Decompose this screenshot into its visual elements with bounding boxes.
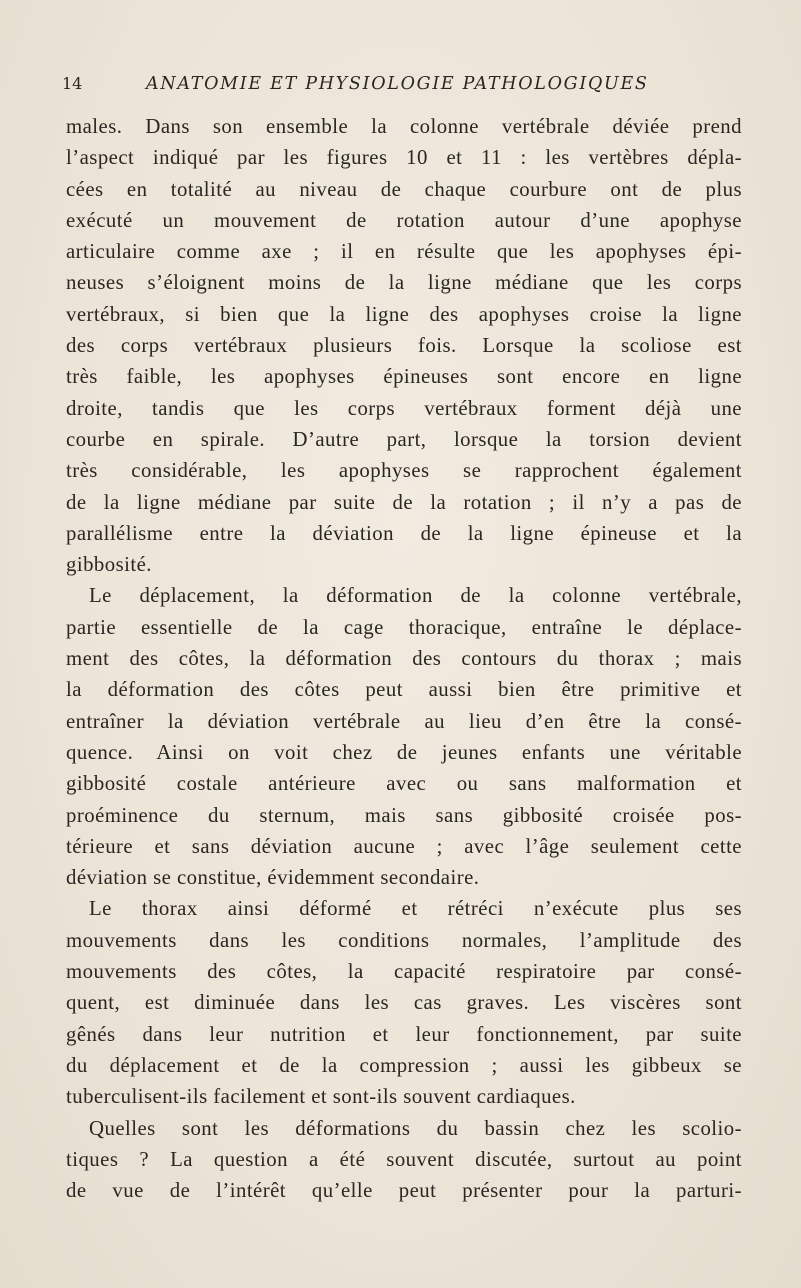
text-line: l’aspect indiqué par les figures 10 et 11 : les vertèbres dépla- xyxy=(66,146,742,170)
text-line: mouvements dans les conditions normales, l’amplitude des xyxy=(66,928,742,952)
text-line: déviation se constitue, évidemment secondaire. xyxy=(66,866,480,890)
running-head xyxy=(62,74,742,104)
text-line: tuberculisent-ils facilement et sont-ils souvent cardiaques. xyxy=(66,1085,576,1109)
body-text xyxy=(66,111,742,1206)
text-line: quence. Ainsi on voit chez de jeunes enfants une véritable xyxy=(66,740,742,764)
text-line: de vue de l’intérêt qu’elle peut présenter pour la parturi- xyxy=(66,1179,742,1203)
text-line: gênés dans leur nutrition et leur fonctionnement, par suite xyxy=(66,1022,742,1046)
page-number: 14 xyxy=(62,74,83,93)
text-line: males. Dans son ensemble la colonne vertébrale déviée prend xyxy=(66,115,742,138)
text-line: exécuté un mouvement de rotation autour d’une apophyse xyxy=(66,208,742,232)
text-line: courbe en spirale. D’autre part, lorsque la torsion devient xyxy=(66,427,742,451)
text-line: térieure et sans déviation aucune ; avec l’âge seulement cette xyxy=(66,834,742,858)
text-line: vertébraux, si bien que la ligne des apophyses croise la ligne xyxy=(66,302,742,326)
text-line: cées en totalité au niveau de chaque courbure ont de plus xyxy=(66,177,742,201)
text-line: très considérable, les apophyses se rapprochent également xyxy=(66,459,742,483)
text-line: entraîner la déviation vertébrale au lieu d’en être la consé- xyxy=(66,709,742,733)
text-line: partie essentielle de la cage thoracique, entraîne le déplace- xyxy=(66,615,742,639)
text-line: proéminence du sternum, mais sans gibbosité croisée pos- xyxy=(66,803,742,827)
text-line: Quelles sont les déformations du bassin chez les scolio- xyxy=(89,1116,742,1140)
text-line: neuses s’éloignent moins de la ligne médiane que les corps xyxy=(66,271,742,295)
text-line: tiques ? La question a été souvent discutée, surtout au point xyxy=(66,1147,742,1171)
running-title: ANATOMIE ET PHYSIOLOGIE PATHOLOGIQUES xyxy=(146,74,649,94)
text-line: des corps vertébraux plusieurs fois. Lorsque la scoliose est xyxy=(66,334,742,358)
text-line: parallélisme entre la déviation de la ligne épineuse et la xyxy=(66,521,742,545)
text-line: du déplacement et de la compression ; aussi les gibbeux se xyxy=(66,1053,742,1077)
text-line: de la ligne médiane par suite de la rotation ; il n’y a pas de xyxy=(66,490,742,514)
text-line: articulaire comme axe ; il en résulte que les apophyses épi- xyxy=(66,240,742,264)
text-line: ment des côtes, la déformation des contours du thorax ; mais xyxy=(66,647,742,671)
text-line: gibbosité. xyxy=(66,553,152,577)
text-line: très faible, les apophyses épineuses sont encore en ligne xyxy=(66,365,742,389)
text-line: mouvements des côtes, la capacité respiratoire par consé- xyxy=(66,960,742,984)
text-line: Le déplacement, la déformation de la colonne vertébrale, xyxy=(89,584,742,608)
text-line: Le thorax ainsi déformé et rétréci n’exécute plus ses xyxy=(89,897,742,921)
text-line: quent, est diminuée dans les cas graves. Les viscères sont xyxy=(66,991,742,1015)
text-line: gibbosité costale antérieure avec ou sans malformation et xyxy=(66,772,742,796)
text-line: la déformation des côtes peut aussi bien être primitive et xyxy=(66,678,742,702)
text-line: droite, tandis que les corps vertébraux forment déjà une xyxy=(66,396,742,420)
